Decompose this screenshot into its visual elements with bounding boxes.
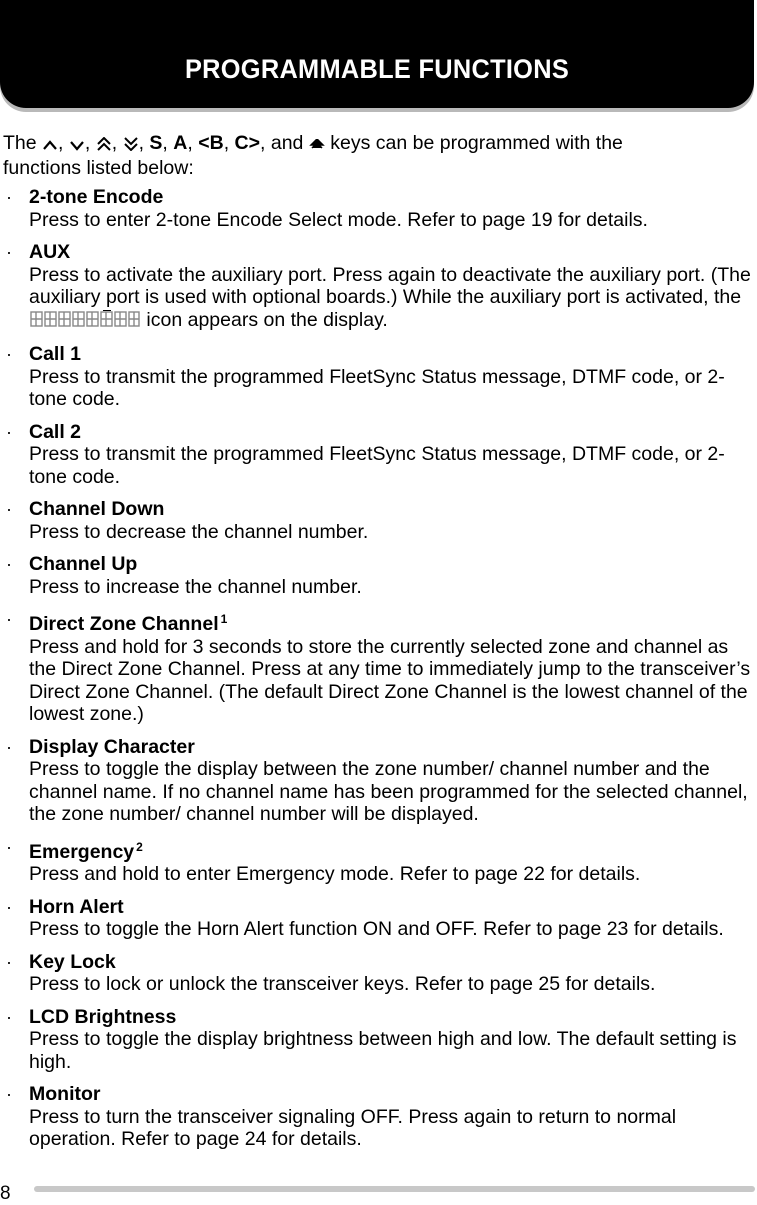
list-item: [0, 186, 757, 231]
filled-up-triangle-icon: [309, 134, 325, 157]
page-number: 8: [0, 1183, 11, 1204]
function-name: Call 2: [29, 420, 82, 443]
function-name: Call 1: [29, 343, 82, 365]
function-description: Press and hold to enter Emergency mode. Refer to page 22 for details.: [29, 863, 641, 885]
bullet: ·: [6, 1084, 12, 1104]
function-name: Direct Zone Channel $^1$: [29, 612, 228, 635]
function-name: Key Lock: [29, 950, 116, 973]
bullet: ·: [6, 609, 12, 629]
list-item: [0, 836, 757, 886]
footer-rule: [34, 1186, 755, 1192]
bullet: ·: [6, 187, 12, 207]
function-description: Press to toggle the display brightness between high and low. The default setting is high.: [29, 1028, 737, 1073]
function-name: LCD Brightness: [29, 1005, 177, 1028]
key-s: S: [149, 132, 163, 154]
function-name: Channel Down: [29, 498, 165, 520]
list-item: [0, 896, 757, 941]
list-item: [0, 498, 757, 543]
intro-and: and: [270, 132, 304, 154]
list-item: [0, 421, 757, 489]
intro-suffix-line2: functions listed below:: [3, 156, 194, 179]
function-name: Channel Up: [29, 553, 138, 575]
bullet: ·: [6, 344, 12, 364]
down-caret-icon: [69, 134, 85, 157]
function-description: Press to transmit the programmed FleetSync Status message, DTMF code, or 2-tone code.: [29, 443, 725, 488]
function-name: AUX: [29, 241, 71, 263]
bullet: ·: [6, 736, 12, 757]
function-description: Press and hold for 3 seconds to store the currently selected zone and channel as the Direct Zone Channel. Press at any time to immediately jump to the transceiver’s Direct Zone Channel. (The default Direct Zone Channel is the lowest channel of the lowest zone.): [29, 635, 751, 725]
list-item: [0, 241, 757, 333]
function-name: Emergency $^2$: [29, 839, 143, 863]
footnote-marker: 2: [136, 839, 143, 854]
list-item: [0, 343, 757, 411]
intro-paragraph: The , , , , S, A, <B, C>, and keys can be programmed with the functions listed below:: [3, 132, 623, 179]
header-banner: [0, 0, 754, 108]
bullet: ·: [6, 836, 12, 857]
function-name: Horn Alert: [29, 895, 124, 918]
up-caret-icon: [42, 134, 58, 157]
key-a: A: [173, 132, 188, 154]
intro-suffix-line1: keys can be programmed with the: [330, 132, 623, 154]
function-description: Press to enter 2-tone Encode Select mode. Refer to page 19 for details.: [29, 208, 648, 231]
bullet: ·: [6, 554, 12, 574]
function-description: Press to toggle the Horn Alert function ON and OFF. Refer to page 23 for details.: [29, 918, 724, 940]
double-down-caret-icon: [123, 134, 139, 157]
key-c: C>: [234, 132, 261, 154]
list-item: [0, 553, 757, 598]
bullet: ·: [6, 499, 12, 519]
aux-segment-display-icon: [29, 310, 141, 334]
function-description: Press to turn the transceiver signaling OFF. Press again to return to normal operation. Refer to page 24 for details.: [29, 1105, 677, 1150]
list-item: [0, 736, 757, 826]
bullet: ·: [6, 1006, 12, 1027]
function-description: Press to activate the auxiliary port. Press again to deactivate the auxiliary port. (The auxiliary port is used with optional boards.) While the auxiliary port is activated, the icon appears on the display.: [29, 264, 757, 334]
list-item: [0, 951, 757, 996]
function-name: 2-tone Encode: [29, 186, 164, 208]
bullet: ·: [6, 242, 12, 262]
function-name: Display Character: [29, 735, 195, 758]
bullet: ·: [6, 896, 12, 917]
bullet: ·: [6, 951, 12, 972]
list-item: [0, 1083, 757, 1151]
function-description: Press to lock or unlock the transceiver keys. Refer to page 25 for details.: [29, 973, 656, 995]
bullet: ·: [6, 421, 12, 442]
function-description: Press to decrease the channel number.: [29, 520, 369, 543]
footnote-marker: 1: [220, 612, 228, 626]
key-b: <B: [198, 132, 224, 154]
list-item: [0, 608, 757, 726]
double-up-caret-icon: [96, 134, 112, 157]
intro-prefix: The: [3, 132, 37, 154]
function-description: Press to increase the channel number.: [29, 575, 362, 598]
function-name: Monitor: [29, 1083, 101, 1105]
list-item: [0, 1006, 757, 1074]
function-description: Press to toggle the display between the zone number/ channel number and the channel name. If no channel name has been programmed for the selected channel, the zone number/ channel number will be displayed.: [29, 758, 748, 825]
page-title: PROGRAMMABLE FUNCTIONS: [184, 54, 570, 84]
function-description: Press to transmit the programmed FleetSync Status message, DTMF code, or 2-tone code.: [29, 365, 725, 410]
function-list: [0, 186, 757, 1161]
